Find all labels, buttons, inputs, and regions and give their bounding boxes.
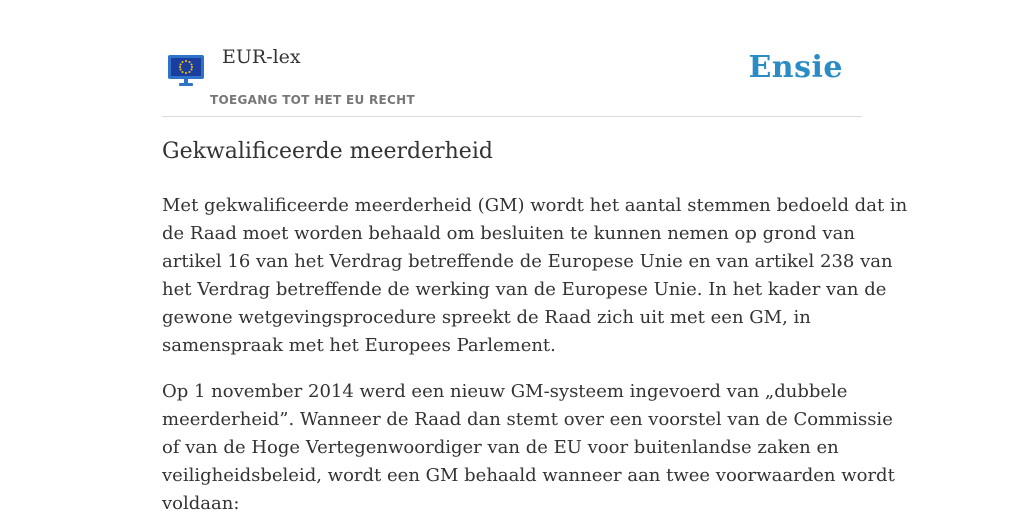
article-body (162, 192, 908, 512)
site-header (162, 0, 862, 117)
ensie-brand-link[interactable]: Ensie (748, 50, 843, 85)
text-line: gewone wetgevingsprocedure spreekt de Raad zich uit met een GM, in (162, 307, 811, 328)
site-tagline: TOEGANG TOT HET EU RECHT (210, 93, 415, 107)
text-line: meerderheid”. Wanneer de Raad dan stemt over een voorstel van de Commissie (162, 409, 893, 430)
text-line: Met gekwalificeerde meerderheid (GM) wordt het aantal stemmen bedoeld dat in (162, 195, 908, 216)
eur-lex-logo-icon[interactable] (167, 54, 205, 88)
text-line: artikel 16 van het Verdrag betreffende de Europese Unie en van artikel 238 van (162, 251, 893, 272)
text-line: voldaan: (162, 493, 240, 512)
site-name[interactable]: EUR-lex (222, 46, 301, 68)
page-title: Gekwalificeerde meerderheid (162, 139, 493, 164)
text-line: Op 1 november 2014 werd een nieuw GM-systeem ingevoerd van „dubbele (162, 381, 848, 402)
article-paragraph (162, 192, 908, 360)
text-line: veiligheidsbeleid, wordt een GM behaald wanneer aan twee voorwaarden wordt (162, 465, 895, 486)
text-line: de Raad moet worden behaald om besluiten te kunnen nemen op grond van (162, 223, 855, 244)
text-line: het Verdrag betreffende de werking van de Europese Unie. In het kader van de (162, 279, 887, 300)
article-paragraph (162, 378, 895, 512)
text-line: samenspraak met het Europees Parlement. (162, 335, 556, 356)
text-line: of van de Hoge Vertegenwoordiger van de EU voor buitenlandse zaken en (162, 437, 839, 458)
